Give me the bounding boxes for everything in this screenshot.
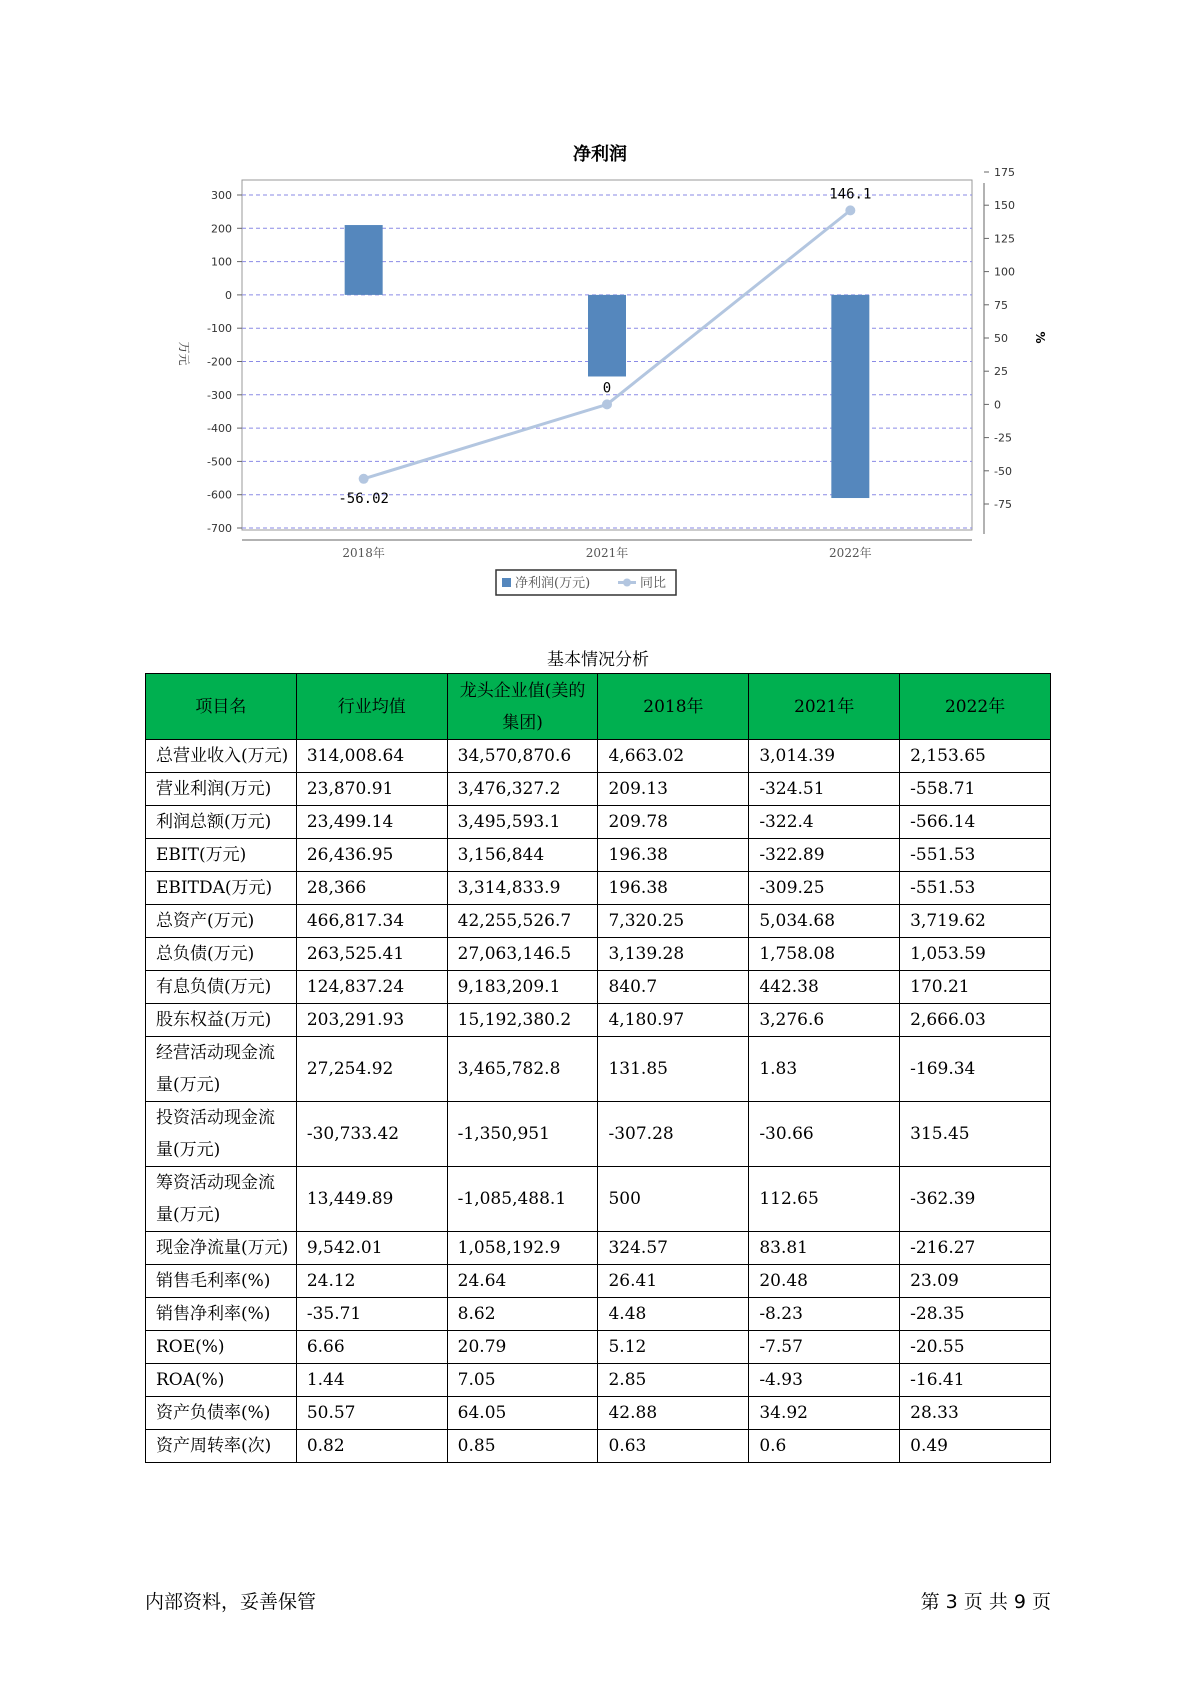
y-left-tick-label: -100 [207, 322, 232, 336]
y-right-axis-label: % [1033, 331, 1047, 344]
table-cell: 3,476,327.2 [447, 773, 598, 806]
table-cell: -7.57 [749, 1331, 900, 1364]
table-cell: -169.34 [900, 1037, 1051, 1102]
row-label: 资产周转率(次) [146, 1430, 297, 1463]
table-row [146, 806, 1051, 839]
row-label: 销售净利率(%) [146, 1298, 297, 1331]
legend-bar-swatch [502, 578, 511, 587]
table-row [146, 740, 1051, 773]
table-cell: 3,495,593.1 [447, 806, 598, 839]
table-cell: -1,350,951 [447, 1102, 598, 1167]
table-cell: 4,180.97 [598, 1004, 749, 1037]
table-cell: 196.38 [598, 872, 749, 905]
row-label: 有息负债(万元) [146, 971, 297, 1004]
table-cell: -16.41 [900, 1364, 1051, 1397]
table-cell: 50.57 [296, 1397, 447, 1430]
table-cell: 27,063,146.5 [447, 938, 598, 971]
table-cell: -558.71 [900, 773, 1051, 806]
y-right-tick-label: 150 [994, 199, 1015, 213]
table-cell: 3,719.62 [900, 905, 1051, 938]
table-cell: 0.82 [296, 1430, 447, 1463]
table-cell: 3,314,833.9 [447, 872, 598, 905]
table-cell: 24.64 [447, 1265, 598, 1298]
table-cell: -20.55 [900, 1331, 1051, 1364]
table-cell: 3,156,844 [447, 839, 598, 872]
table-row [146, 1298, 1051, 1331]
table-cell: -551.53 [900, 872, 1051, 905]
table-row [146, 938, 1051, 971]
table-cell: 0.49 [900, 1430, 1051, 1463]
table-cell: -216.27 [900, 1232, 1051, 1265]
yoy-point [602, 399, 612, 409]
table-cell: 314,008.64 [296, 740, 447, 773]
x-tick-label: 2018年 [342, 546, 385, 560]
table-cell: 42,255,526.7 [447, 905, 598, 938]
row-label: 销售毛利率(%) [146, 1265, 297, 1298]
legend-line-marker [623, 579, 631, 587]
table-cell: -551.53 [900, 839, 1051, 872]
table-cell: 203,291.93 [296, 1004, 447, 1037]
y-left-tick-label: -700 [207, 522, 232, 535]
row-label: ROE(%) [146, 1331, 297, 1364]
table-cell: -35.71 [296, 1298, 447, 1331]
table-row [146, 872, 1051, 905]
row-label: 资产负债率(%) [146, 1397, 297, 1430]
table-row [146, 1364, 1051, 1397]
table-cell: 20.48 [749, 1265, 900, 1298]
table-cell: 196.38 [598, 839, 749, 872]
table-cell: 28,366 [296, 872, 447, 905]
table-cell: 5,034.68 [749, 905, 900, 938]
table-cell: 8.62 [447, 1298, 598, 1331]
table-cell: -362.39 [900, 1167, 1051, 1232]
table-cell: 112.65 [749, 1167, 900, 1232]
row-label: 现金净流量(万元) [146, 1232, 297, 1265]
table-cell: 1,058,192.9 [447, 1232, 598, 1265]
table-cell: 34,570,870.6 [447, 740, 598, 773]
table-cell: 13,449.89 [296, 1167, 447, 1232]
table-cell: 23.09 [900, 1265, 1051, 1298]
table-cell: 840.7 [598, 971, 749, 1004]
table-cell: 442.38 [749, 971, 900, 1004]
table-cell: 4.48 [598, 1298, 749, 1331]
chart-svg [150, 130, 1050, 600]
row-label: 筹资活动现金流量(万元) [146, 1167, 297, 1232]
yoy-point [359, 474, 369, 484]
y-left-tick-label: -400 [207, 422, 232, 436]
table-cell: 2,153.65 [900, 740, 1051, 773]
table-cell: 3,014.39 [749, 740, 900, 773]
table-cell: 23,870.91 [296, 773, 447, 806]
table-cell: 0.63 [598, 1430, 749, 1463]
table-cell: 1.44 [296, 1364, 447, 1397]
table-cell: 1.83 [749, 1037, 900, 1102]
table-cell: 1,053.59 [900, 938, 1051, 971]
table-cell: 3,465,782.8 [447, 1037, 598, 1102]
data-label: -56.02 [338, 490, 389, 507]
table-cell: 263,525.41 [296, 938, 447, 971]
row-label: 经营活动现金流量(万元) [146, 1037, 297, 1102]
table-cell: 24.12 [296, 1265, 447, 1298]
table-cell: 5.12 [598, 1331, 749, 1364]
table-cell: 34.92 [749, 1397, 900, 1430]
table-row [146, 971, 1051, 1004]
table-cell: 0.85 [447, 1430, 598, 1463]
table-cell: 27,254.92 [296, 1037, 447, 1102]
header-item-name: 项目名 [146, 674, 297, 740]
header-industry-avg: 行业均值 [296, 674, 447, 740]
table-cell: 131.85 [598, 1037, 749, 1102]
bar [345, 225, 383, 295]
table-row [146, 905, 1051, 938]
header-leader-value: 龙头企业值(美的集团) [447, 674, 598, 740]
y-right-tick-label: -75 [994, 498, 1012, 511]
table-row [146, 1397, 1051, 1430]
header-2022: 2022年 [900, 674, 1051, 740]
footer-confidential-note: 内部资料，妥善保管 [145, 1591, 317, 1613]
table-cell: -8.23 [749, 1298, 900, 1331]
y-left-tick-label: 200 [211, 222, 232, 236]
table-cell: -566.14 [900, 806, 1051, 839]
row-label: 利润总额(万元) [146, 806, 297, 839]
legend-line-label: 同比 [640, 576, 667, 591]
y-right-tick-label: -25 [994, 431, 1012, 445]
y-right-tick-label: 100 [994, 265, 1015, 279]
table-cell: -4.93 [749, 1364, 900, 1397]
table-cell: 3,139.28 [598, 938, 749, 971]
table-cell: 20.79 [447, 1331, 598, 1364]
table-cell: 64.05 [447, 1397, 598, 1430]
y-left-tick-label: 300 [211, 189, 232, 202]
table-cell: 124,837.24 [296, 971, 447, 1004]
table-row [146, 1331, 1051, 1364]
table-cell: -28.35 [900, 1298, 1051, 1331]
table-cell: 6.66 [296, 1331, 447, 1364]
chart-title: 净利润 [573, 144, 627, 165]
y-right-tick-label: 25 [994, 365, 1008, 379]
table-cell: 42.88 [598, 1397, 749, 1430]
y-right-tick-label: 175 [994, 166, 1015, 179]
y-left-tick-label: -300 [207, 388, 232, 402]
table-cell: 170.21 [900, 971, 1051, 1004]
table-cell: 1,758.08 [749, 938, 900, 971]
table-row [146, 1232, 1051, 1265]
table-row [146, 1102, 1051, 1167]
y-right-tick-label: -50 [994, 464, 1012, 478]
table-cell: 7,320.25 [598, 905, 749, 938]
table-caption: 基本情况分析 [547, 650, 649, 670]
table-row [146, 1265, 1051, 1298]
table-row [146, 1037, 1051, 1102]
table-cell: 324.57 [598, 1232, 749, 1265]
legend-bar-label: 净利润(万元) [515, 576, 591, 591]
table-cell: -309.25 [749, 872, 900, 905]
footer-page-number: 第 3 页 共 9 页 [920, 1591, 1051, 1613]
y-right-tick-label: 50 [994, 332, 1008, 345]
table-cell: 500 [598, 1167, 749, 1232]
table-row [146, 1004, 1051, 1037]
table-cell: 209.78 [598, 806, 749, 839]
table-cell: 315.45 [900, 1102, 1051, 1167]
table-row [146, 773, 1051, 806]
table-header-row [146, 674, 1051, 740]
yoy-point [845, 205, 855, 215]
table-row [146, 1430, 1051, 1463]
table-cell: 2,666.03 [900, 1004, 1051, 1037]
table-cell: 7.05 [447, 1364, 598, 1397]
net-profit-chart [150, 130, 1050, 600]
table-cell: -1,085,488.1 [447, 1167, 598, 1232]
table-cell: -322.4 [749, 806, 900, 839]
x-tick-label: 2021年 [585, 546, 629, 560]
table-cell: -322.89 [749, 839, 900, 872]
table-cell: 9,542.01 [296, 1232, 447, 1265]
table-cell: 466,817.34 [296, 905, 447, 938]
table-cell: 3,276.6 [749, 1004, 900, 1037]
row-label: EBITDA(万元) [146, 872, 297, 905]
table-cell: 23,499.14 [296, 806, 447, 839]
y-left-tick-label: 100 [211, 255, 232, 269]
table-cell: -307.28 [598, 1102, 749, 1167]
row-label: 投资活动现金流量(万元) [146, 1102, 297, 1167]
x-tick-label: 2022年 [829, 546, 872, 560]
bar [831, 295, 869, 498]
table-cell: -324.51 [749, 773, 900, 806]
row-label: 总负债(万元) [146, 938, 297, 971]
data-label: 146.1 [829, 186, 872, 203]
row-label: EBIT(万元) [146, 839, 297, 872]
table-cell: 209.13 [598, 773, 749, 806]
y-right-tick-label: 75 [994, 298, 1008, 312]
table-cell: 83.81 [749, 1232, 900, 1265]
table-cell: -30.66 [749, 1102, 900, 1167]
table-row [146, 1167, 1051, 1232]
row-label: 股东权益(万元) [146, 1004, 297, 1037]
table-cell: 28.33 [900, 1397, 1051, 1430]
bar [588, 295, 626, 377]
analysis-table [145, 673, 1051, 1463]
row-label: ROA(%) [146, 1364, 297, 1397]
table-cell: 4,663.02 [598, 740, 749, 773]
table-cell: -30,733.42 [296, 1102, 447, 1167]
table-cell: 0.6 [749, 1430, 900, 1463]
table-cell: 26,436.95 [296, 839, 447, 872]
table-cell: 26.41 [598, 1265, 749, 1298]
data-label: 0 [602, 380, 612, 397]
y-right-tick-label: 0 [994, 398, 1001, 412]
y-left-tick-label: -600 [207, 488, 232, 502]
table-cell: 15,192,380.2 [447, 1004, 598, 1037]
y-left-axis-label: 万元 [177, 341, 191, 366]
row-label: 总资产(万元) [146, 905, 297, 938]
row-label: 营业利润(万元) [146, 773, 297, 806]
y-left-tick-label: -200 [207, 355, 232, 369]
table-row [146, 839, 1051, 872]
table-cell: 2.85 [598, 1364, 749, 1397]
table-cell: 9,183,209.1 [447, 971, 598, 1004]
y-left-tick-label: -500 [207, 455, 232, 469]
row-label: 总营业收入(万元) [146, 740, 297, 773]
header-2018: 2018年 [598, 674, 749, 740]
y-left-tick-label: 0 [225, 288, 232, 302]
y-right-tick-label: 125 [994, 232, 1015, 246]
header-2021: 2021年 [749, 674, 900, 740]
